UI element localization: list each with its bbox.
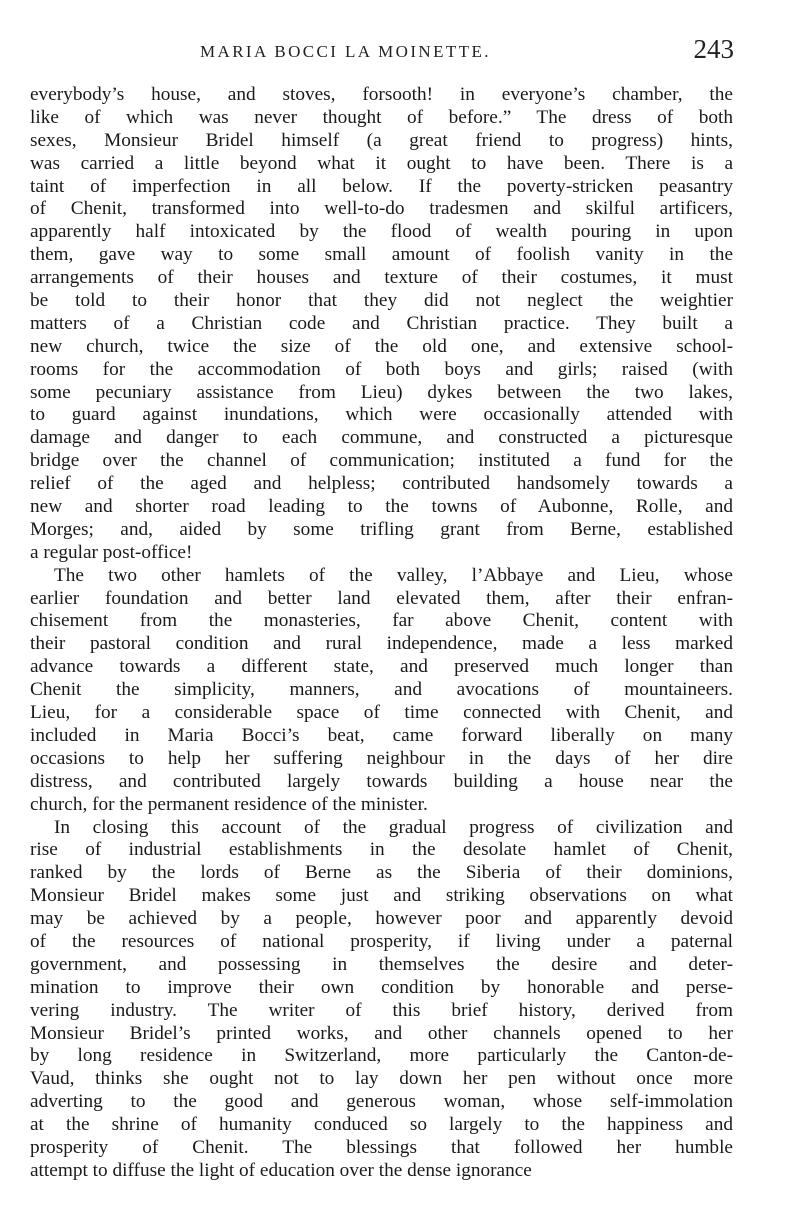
running-title: MARIA BOCCI LA MOINETTE.	[200, 42, 491, 61]
text-line: church, for the permanent residence of the minister.	[30, 793, 428, 815]
text-line: rise of industrial establishments in the desolate hamlet of Chenit,	[30, 839, 733, 861]
text-line: taint of imperfection in all below. If the poverty-stricken peasantry	[30, 175, 733, 197]
text-line: was carried a little beyond what it ought to have been. There is a	[30, 152, 733, 174]
paragraph	[30, 565, 733, 817]
text-line: ranked by the lords of Berne as the Siberia of their dominions,	[30, 862, 733, 884]
text-line: occasions to help her suffering neighbour in the days of her dire	[30, 747, 733, 769]
text-line: by long residence in Switzerland, more particularly the Canton-de-	[30, 1045, 733, 1067]
text-line: a regular post-office!	[30, 541, 193, 563]
text-line: may be achieved by a people, however poor and apparently devoid	[30, 908, 733, 930]
text-line: like of which was never thought of before.” The dress of both	[30, 106, 733, 128]
text-line: Chenit the simplicity, manners, and avocations of mountaineers.	[30, 679, 733, 701]
text-line: sexes, Monsieur Bridel himself (a great friend to progress) hints,	[30, 129, 733, 151]
text-line: everybody’s house, and stoves, forsooth! in everyone’s chamber, the	[30, 84, 733, 105]
text-line: Monsieur Bridel’s printed works, and other channels opened to her	[30, 1022, 733, 1044]
text-line: mination to improve their own condition by honorable and perse-	[30, 976, 733, 998]
text-line: Morges; and, aided by some trifling grant from Berne, established	[30, 518, 733, 540]
text-line: new and shorter road leading to the towns of Aubonne, Rolle, and	[30, 496, 733, 518]
text-line: some pecuniary assistance from Lieu) dykes between the two lakes,	[30, 381, 733, 403]
paragraph	[30, 817, 733, 1183]
text-line: In closing this account of the gradual progress of civilization and	[54, 816, 733, 838]
text-line: of Chenit, transformed into well-to-do tradesmen and skilful artificers,	[30, 198, 733, 220]
running-head	[0, 34, 790, 68]
text-line: chisement from the monasteries, far above Chenit, content with	[30, 610, 733, 632]
text-line: relief of the aged and helpless; contributed handsomely towards a	[30, 473, 733, 495]
text-line: them, gave way to some small amount of foolish vanity in the	[30, 244, 733, 266]
text-line: new church, twice the size of the old one, and extensive school-	[30, 335, 733, 357]
text-line: their pastoral condition and rural independence, made a less marked	[30, 633, 733, 655]
text-line: bridge over the channel of communication; instituted a fund for the	[30, 450, 733, 472]
text-line: apparently half intoxicated by the flood of wealth pouring in upon	[30, 221, 733, 243]
text-line: at the shrine of humanity conduced so largely to the happiness and	[30, 1114, 733, 1136]
text-line: matters of a Christian code and Christian practice. They built a	[30, 312, 733, 334]
text-line: be told to their honor that they did not neglect the weightier	[30, 290, 733, 312]
text-line: to guard against inundations, which were occasionally attended with	[30, 404, 733, 426]
text-line: vering industry. The writer of this brief history, derived from	[30, 999, 733, 1021]
text-line: attempt to diffuse the light of education over the dense ignorance	[30, 1159, 532, 1181]
text-line: The two other hamlets of the valley, l’Abbaye and Lieu, whose	[54, 564, 733, 586]
text-line: distress, and contributed largely towards building a house near the	[30, 770, 733, 792]
page-number: 243	[693, 34, 734, 64]
text-line: Vaud, thinks she ought not to lay down her pen without once more	[30, 1068, 733, 1090]
text-line: rooms for the accommodation of both boys and girls; raised (with	[30, 358, 733, 380]
text-line: earlier foundation and better land elevated them, after their enfran-	[30, 587, 733, 609]
text-line: Monsieur Bridel makes some just and striking observations on what	[30, 885, 733, 907]
text-line: arrangements of their houses and texture of their costumes, it must	[30, 267, 733, 289]
text-line: of the resources of national prosperity, if living under a paternal	[30, 930, 733, 952]
text-line: included in Maria Bocci’s beat, came forward liberally on many	[30, 724, 733, 746]
text-line: Lieu, for a considerable space of time connected with Chenit, and	[30, 702, 733, 724]
body-text	[30, 84, 733, 1183]
paragraph	[30, 84, 733, 565]
text-line: prosperity of Chenit. The blessings that followed her humble	[30, 1136, 733, 1158]
text-line: adverting to the good and generous woman, whose self-immolation	[30, 1091, 733, 1113]
text-line: government, and possessing in themselves the desire and deter-	[30, 953, 733, 975]
text-line: damage and danger to each commune, and constructed a picturesque	[30, 427, 733, 449]
text-line: advance towards a different state, and preserved much longer than	[30, 656, 733, 678]
